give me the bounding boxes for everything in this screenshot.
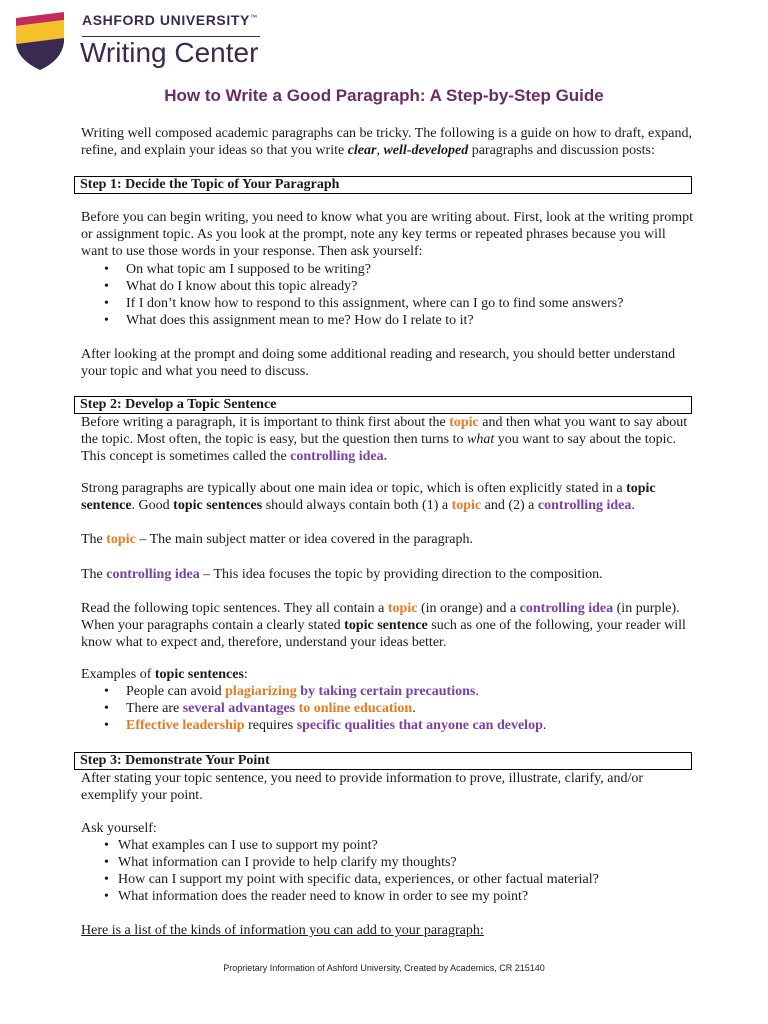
step-2-paragraph-5: Read the following topic sentences. They all contain a topic (in orange) and a controlling idea (in purple). When your paragraphs contain a clearly stated topic sentence such as one of the following, your reader will know what to expect and, therefore, understand your ideas better. bbox=[81, 601, 686, 650]
ashford-shield-logo-icon bbox=[16, 12, 64, 70]
list-item: • Effective leadership requires specific qualities that anyone can develop. bbox=[104, 718, 547, 733]
list-item: • If I don’t know how to respond to this assignment, where can I go to find some answers? bbox=[104, 296, 624, 311]
examples-label: Examples of topic sentences: bbox=[81, 667, 248, 682]
step-1-heading: Step 1: Decide the Topic of Your Paragraph bbox=[74, 176, 692, 194]
list-item: • What information can I provide to help clarify my thoughts? bbox=[104, 855, 457, 870]
step-3-paragraph: After stating your topic sentence, you need to provide information to prove, illustrate, clarify, and/or exemplify your point. bbox=[81, 771, 644, 803]
information-list-intro: Here is a list of the kinds of information you can add to your paragraph: bbox=[81, 923, 484, 938]
list-item: • What does this assignment mean to me? How do I relate to it? bbox=[104, 313, 474, 328]
topic-definition: The topic – The main subject matter or idea covered in the paragraph. bbox=[81, 532, 473, 547]
document-title: How to Write a Good Paragraph: A Step-by-Step Guide bbox=[164, 86, 604, 105]
list-item: • People can avoid plagiarizing by taking certain precautions. bbox=[104, 684, 479, 699]
page-footer: Proprietary Information of Ashford University, Created by Academics, CR 215140 bbox=[223, 963, 545, 973]
step-1-paragraph: Before you can begin writing, you need to know what you are writing about. First, look at the writing prompt or assignment topic. As you look at the prompt, note any key terms or repeated phrases because you will want to use those words in your response. Then ask yourself: bbox=[81, 210, 693, 259]
list-item: • On what topic am I supposed to be writing? bbox=[104, 262, 371, 277]
list-item: • What information does the reader need to know in order to see my point? bbox=[104, 889, 529, 904]
topic-sentence-examples bbox=[104, 683, 696, 734]
step-2-paragraph-1: Before writing a paragraph, it is important to think first about the topic and then what you want to say about the topic. Most often, the topic is easy, but the question then turns to what you want to say about the topic. This concept is sometimes called the controlling idea. bbox=[81, 415, 688, 464]
step-2-paragraph-2: Strong paragraphs are typically about one main idea or topic, which is often explicitly stated in a topic sentence. Good topic sentences should always contain both (1) a topic and (2) a controlling idea. bbox=[81, 481, 656, 513]
step-1-closing-paragraph: After looking at the prompt and doing some additional reading and research, you should better understand your topic and what you need to discuss. bbox=[81, 347, 676, 379]
list-item: • What do I know about this topic already? bbox=[104, 279, 358, 294]
step-2-heading: Step 2: Develop a Topic Sentence bbox=[74, 396, 692, 414]
writing-center-title: Writing Center bbox=[80, 37, 259, 68]
list-item: • What examples can I use to support my point? bbox=[104, 838, 378, 853]
step-1-question-list bbox=[104, 261, 696, 329]
intro-paragraph: Writing well composed academic paragraphs can be tricky. The following is a guide on how to draft, expand, refine, and explain your ideas so that you write clear, well-developed paragraphs and discussion posts: bbox=[81, 126, 692, 158]
controlling-idea-definition: The controlling idea – This idea focuses the topic by providing direction to the composition. bbox=[81, 567, 603, 582]
step-3-heading: Step 3: Demonstrate Your Point bbox=[74, 752, 692, 770]
ask-yourself-label: Ask yourself: bbox=[81, 821, 157, 836]
list-item: • There are several advantages to online education. bbox=[104, 701, 416, 716]
step-3-question-list bbox=[104, 837, 698, 905]
list-item: • How can I support my point with specific data, experiences, or other factual material? bbox=[104, 872, 599, 887]
university-name: ASHFORD UNIVERSITY™ bbox=[82, 12, 258, 28]
